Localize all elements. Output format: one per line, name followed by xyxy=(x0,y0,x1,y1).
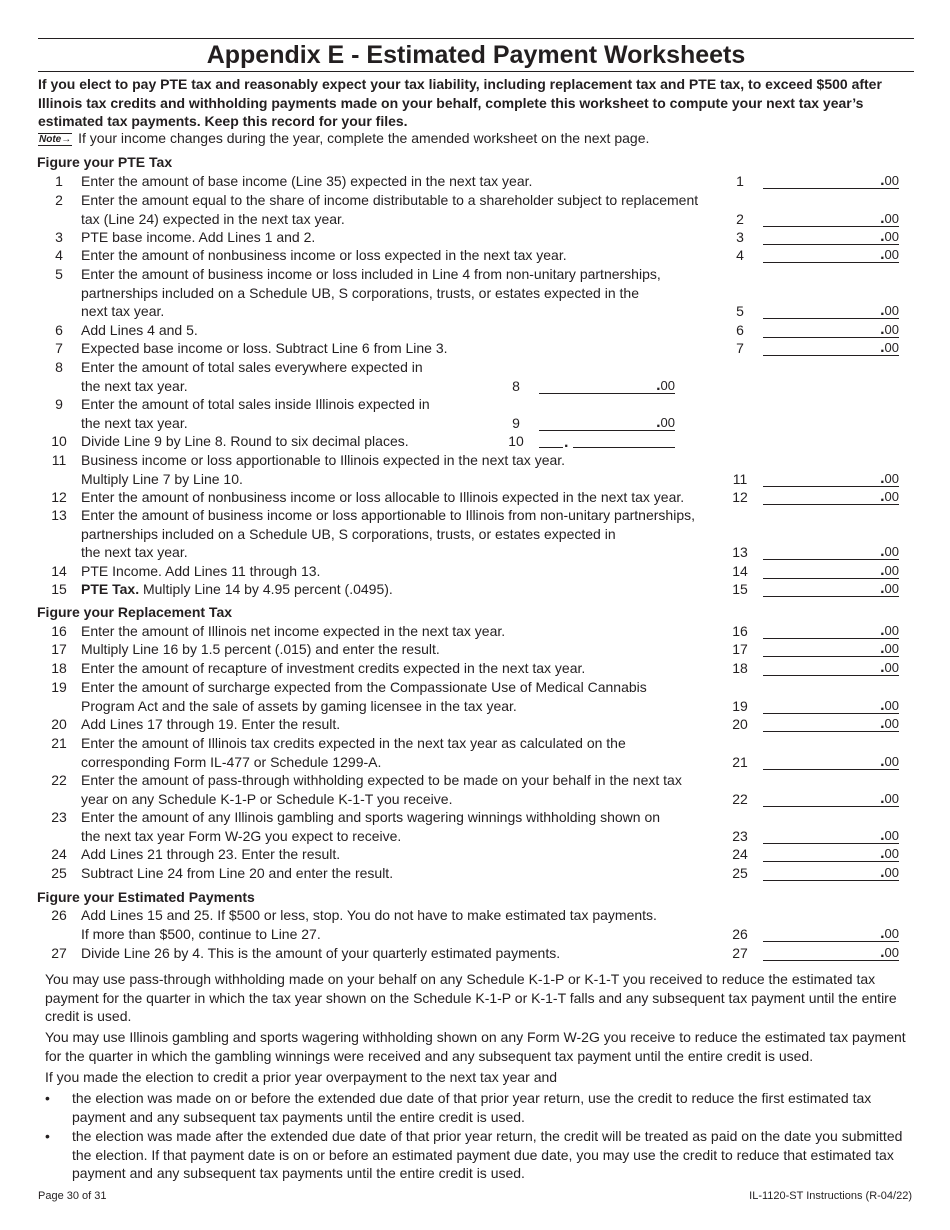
line-text: Business income or loss apportionable to Illinois expected in the next tax year. xyxy=(81,452,566,468)
cents-label: . 00 xyxy=(880,699,899,713)
line-text: PTE base income. Add Lines 1 and 2. xyxy=(81,229,316,245)
line-number: 21 xyxy=(51,735,67,751)
cents-label: . 00 xyxy=(880,829,899,843)
cents-label: . 00 xyxy=(880,472,899,486)
line-text: Enter the amount of base income (Line 35) expected in the next tax year. xyxy=(81,173,533,189)
answer-line-number: 15 xyxy=(732,581,748,597)
line-number: 22 xyxy=(51,772,67,788)
line-text: corresponding Form IL-477 or Schedule 1299-A. xyxy=(81,753,382,770)
top-rule xyxy=(38,38,914,39)
line-text: Expected base income or loss. Subtract Line 6 from Line 3. xyxy=(81,340,448,356)
line-number: 19 xyxy=(51,679,67,695)
line-text: Enter the amount of business income or loss included in Line 4 from non-unitary partnerships, xyxy=(81,266,661,282)
bullet-text: the election was made on or before the extended due date of that prior year return, use the credit to reduce the first estimated tax payment and any subsequent tax payments until the entire credit is used. xyxy=(72,1090,872,1125)
answer-line-number: 16 xyxy=(732,623,748,639)
amount-field-line-22[interactable] xyxy=(763,790,899,807)
amount-field-line-18[interactable] xyxy=(763,659,899,676)
decimal-point: . xyxy=(564,434,569,451)
line-number: 11 xyxy=(51,452,67,468)
section-heading-pte: Figure your PTE Tax xyxy=(37,154,173,170)
line-text: Enter the amount equal to the share of income distributable to a shareholder subject to replacement xyxy=(81,192,699,208)
line-text: Enter the amount of pass-through withholding expected to be made on your behalf in the next tax xyxy=(81,772,682,788)
line-number: 24 xyxy=(51,846,67,862)
answer-line-number: 22 xyxy=(732,790,748,807)
amount-field-line-25[interactable] xyxy=(763,864,899,881)
cents-label: . 00 xyxy=(880,582,899,596)
answer-line-number: 10 xyxy=(508,433,524,449)
amount-field-line-2[interactable] xyxy=(763,210,899,227)
line-text: the next tax year. xyxy=(81,377,188,394)
line-text-bold: PTE Tax. xyxy=(81,581,140,597)
answer-line-number: 27 xyxy=(732,945,748,961)
amount-field-line-5[interactable] xyxy=(763,302,899,319)
line-number: 4 xyxy=(55,247,63,263)
answer-line-number: 23 xyxy=(732,827,748,844)
line-text: Multiply Line 16 by 1.5 percent (.015) and enter the result. xyxy=(81,641,440,657)
bullet-symbol: • xyxy=(45,1128,50,1144)
line-text: PTE Income. Add Lines 11 through 13. xyxy=(81,563,321,579)
answer-line-number: 1 xyxy=(736,173,744,189)
cents-label: . 00 xyxy=(880,545,899,559)
title-rule xyxy=(38,71,914,72)
line-text: Enter the amount of business income or loss apportionable to Illinois from non-unitary partnerships, xyxy=(81,507,695,523)
line-text: tax (Line 24) expected in the next tax year. xyxy=(81,210,345,227)
answer-line-number: 25 xyxy=(732,865,748,881)
line-number: 9 xyxy=(55,396,63,412)
line-text: Enter the amount of total sales inside Illinois expected in xyxy=(81,396,430,412)
answer-line-number: 20 xyxy=(732,716,748,732)
line-number: 12 xyxy=(51,489,67,505)
answer-line-number: 8 xyxy=(512,377,520,394)
decimal-fraction-part xyxy=(573,447,675,448)
answer-line-number: 26 xyxy=(732,925,748,942)
answer-line-number: 9 xyxy=(512,414,520,431)
answer-line-number: 6 xyxy=(736,322,744,338)
line-text: Enter the amount of nonbusiness income or loss expected in the next tax year. xyxy=(81,247,567,263)
line-text: Enter the amount of surcharge expected from the Compassionate Use of Medical Cannabis xyxy=(81,679,647,695)
answer-line-number: 4 xyxy=(736,247,744,263)
line-text: Enter the amount of any Illinois gambling and sports wagering winnings withholding shown on xyxy=(81,809,661,825)
answer-line-number: 19 xyxy=(732,697,748,714)
paragraph-election: If you made the election to credit a prior year overpayment to the next tax year and xyxy=(45,1069,558,1085)
section-heading-replacement: Figure your Replacement Tax xyxy=(37,604,233,620)
line-text: year on any Schedule K-1-P or Schedule K-1-T you receive. xyxy=(81,790,453,807)
line-number: 8 xyxy=(55,359,63,375)
cents-label: . 00 xyxy=(880,323,899,337)
line-text: Divide Line 9 by Line 8. Round to six decimal places. xyxy=(81,433,409,449)
amount-field-line-8[interactable] xyxy=(539,377,675,394)
line-number: 13 xyxy=(51,507,67,523)
amount-field-line-15[interactable] xyxy=(763,580,899,597)
line-text: If more than $500, continue to Line 27. xyxy=(81,925,321,942)
cents-label: . 00 xyxy=(880,847,899,861)
answer-line-number: 3 xyxy=(736,229,744,245)
cents-label: . 00 xyxy=(656,379,675,393)
line-number: 26 xyxy=(51,907,67,923)
intro-text: If you elect to pay PTE tax and reasonably expect your tax liability, including replacement tax and PTE tax, to exceed $500 after Illinois tax credits and withholding payments made on your behalf, complete this worksheet to compute your next tax year’s estimated tax payments. Keep this record for your files. xyxy=(38,76,882,129)
answer-line-number: 14 xyxy=(732,563,748,579)
line-number: 15 xyxy=(51,581,67,597)
cents-label: . 00 xyxy=(880,174,899,188)
cents-label: . 00 xyxy=(880,661,899,675)
amount-field-line-11[interactable] xyxy=(763,470,899,487)
note-text: If your income changes during the year, complete the amended worksheet on the next page. xyxy=(78,130,650,146)
cents-label: . 00 xyxy=(880,927,899,941)
amount-field-line-27[interactable] xyxy=(763,944,899,961)
answer-line-number: 12 xyxy=(732,489,748,505)
cents-label: . 00 xyxy=(880,624,899,638)
amount-field-line-19[interactable] xyxy=(763,697,899,714)
cents-label: . 00 xyxy=(880,304,899,318)
cents-label: . 00 xyxy=(880,212,899,226)
amount-field-line-1[interactable] xyxy=(763,172,899,189)
line-number: 1 xyxy=(55,173,63,189)
amount-field-line-17[interactable] xyxy=(763,640,899,657)
form-id: IL-1120-ST Instructions (R-04/22) xyxy=(749,1190,912,1202)
cents-label: . 00 xyxy=(880,642,899,656)
bullet-text: the election was made after the extended due date of that prior year return, the credit will be treated as paid on the date you submitted the election. If that payment date is on or before an estimated payment due date, you may use the credit to reduce that estimated tax payment and any subsequent tax payments until the entire credit is used. xyxy=(72,1128,903,1181)
section-heading-estimated: Figure your Estimated Payments xyxy=(37,889,255,905)
cents-label: . 00 xyxy=(880,341,899,355)
answer-line-number: 11 xyxy=(732,470,748,487)
line-number: 18 xyxy=(51,660,67,676)
amount-field-line-7[interactable] xyxy=(763,339,899,356)
note xyxy=(38,129,914,147)
page-number: Page 30 of 31 xyxy=(38,1190,107,1202)
line-text: Enter the amount of Illinois net income expected in the next tax year. xyxy=(81,623,506,639)
line-text: Enter the amount of total sales everywhere expected in xyxy=(81,359,423,375)
amount-field-line-12[interactable] xyxy=(763,488,899,505)
line-text: Add Lines 17 through 19. Enter the result. xyxy=(81,716,341,732)
line-text: Add Lines 4 and 5. xyxy=(81,322,198,338)
answer-line-number: 13 xyxy=(732,544,748,560)
cents-label: . 00 xyxy=(880,755,899,769)
line-number: 10 xyxy=(51,433,67,449)
answer-line-number: 17 xyxy=(732,641,748,657)
line-text: the next tax year. xyxy=(81,544,188,560)
cents-label: . 00 xyxy=(656,416,675,430)
line-number: 23 xyxy=(51,809,67,825)
cents-label: . 00 xyxy=(880,946,899,960)
line-text: Add Lines 15 and 25. If $500 or less, stop. You do not have to make estimated tax payments. xyxy=(81,907,657,923)
line-text: Multiply Line 7 by Line 10. xyxy=(81,470,243,487)
amount-field-line-26[interactable] xyxy=(763,925,899,942)
amount-field-line-9[interactable] xyxy=(539,414,675,431)
line-text: Subtract Line 24 from Line 20 and enter the result. xyxy=(81,865,394,881)
cents-label: . 00 xyxy=(880,248,899,262)
line-text: the next tax year. xyxy=(81,414,188,431)
line-number: 16 xyxy=(51,623,67,639)
cents-label: . 00 xyxy=(880,490,899,504)
cents-label: . 00 xyxy=(880,792,899,806)
line-number: 20 xyxy=(51,716,67,732)
amount-field-line-14[interactable] xyxy=(763,562,899,579)
line-text: Add Lines 21 through 23. Enter the result. xyxy=(81,846,341,862)
line-number: 27 xyxy=(51,945,67,961)
answer-line-number: 7 xyxy=(736,340,744,356)
amount-field-line-16[interactable] xyxy=(763,622,899,639)
amount-field-line-23[interactable] xyxy=(763,827,899,844)
paragraph-gambling: You may use Illinois gambling and sports wagering withholding shown on any Form W-2G you receive to reduce the estimated tax payment for the quarter in which the gambling winnings were received and any subsequent tax payment until the entire credit is used. xyxy=(45,1029,906,1064)
line-text: Divide Line 26 by 4. This is the amount of your quarterly estimated payments. xyxy=(81,945,561,961)
line-number: 2 xyxy=(55,192,63,208)
decimal-whole-part xyxy=(539,447,563,448)
line-text: partnerships included on a Schedule UB, S corporations, trusts, or estates expected in the xyxy=(81,284,639,301)
line-number: 7 xyxy=(55,340,63,356)
paragraph-pass-through: You may use pass-through withholding made on your behalf on any Schedule K-1-P or K-1-T you received to reduce the estimated tax payment for the quarter in which the tax year shown on the Schedule K-1-P or K-1-T falls and any subsequent tax payment until the entire credit is used. xyxy=(45,971,897,1024)
cents-label: . 00 xyxy=(880,230,899,244)
cents-label: . 00 xyxy=(880,717,899,731)
line-number: 14 xyxy=(51,563,67,579)
decimal-field-line-10[interactable] xyxy=(539,432,675,451)
amount-field-line-3[interactable] xyxy=(763,228,899,245)
cents-label: . 00 xyxy=(880,866,899,880)
line-text: partnerships included on a Schedule UB, S corporations, trusts, or estates expected in xyxy=(81,525,616,542)
amount-field-line-4[interactable] xyxy=(763,246,899,263)
bullet-symbol: • xyxy=(45,1090,50,1106)
amount-field-line-21[interactable] xyxy=(763,753,899,770)
amount-field-line-6[interactable] xyxy=(763,321,899,338)
amount-field-line-20[interactable] xyxy=(763,715,899,732)
line-number: 25 xyxy=(51,865,67,881)
line-number: 5 xyxy=(55,266,63,282)
amount-field-line-24[interactable] xyxy=(763,845,899,862)
answer-line-number: 18 xyxy=(732,660,748,676)
answer-line-number: 21 xyxy=(732,753,748,770)
answer-line-number: 5 xyxy=(736,303,744,319)
page-title: Appendix E - Estimated Payment Worksheets xyxy=(206,41,746,69)
line-text: Enter the amount of recapture of investment credits expected in the next tax year. xyxy=(81,660,586,676)
line-number: 17 xyxy=(51,641,67,657)
answer-line-number: 2 xyxy=(736,210,744,227)
cents-label: . 00 xyxy=(880,564,899,578)
line-text: Enter the amount of Illinois tax credits expected in the next tax year as calculated on the xyxy=(81,735,626,751)
line-text: next tax year. xyxy=(81,303,165,319)
line-number: 6 xyxy=(55,322,63,338)
line-number: 3 xyxy=(55,229,63,245)
answer-line-number: 24 xyxy=(732,846,748,862)
line-text: Enter the amount of nonbusiness income or loss allocable to Illinois expected in the next tax year. xyxy=(81,489,685,505)
line-text: Program Act and the sale of assets by gaming licensee in the tax year. xyxy=(81,697,517,714)
line-text: the next tax year Form W-2G you expect to receive. xyxy=(81,827,402,844)
line-text xyxy=(81,580,393,599)
note-icon: Note→ xyxy=(39,134,72,145)
line-text-rest: Multiply Line 14 by 4.95 percent (.0495). xyxy=(142,581,393,597)
amount-field-line-13[interactable] xyxy=(763,543,899,560)
